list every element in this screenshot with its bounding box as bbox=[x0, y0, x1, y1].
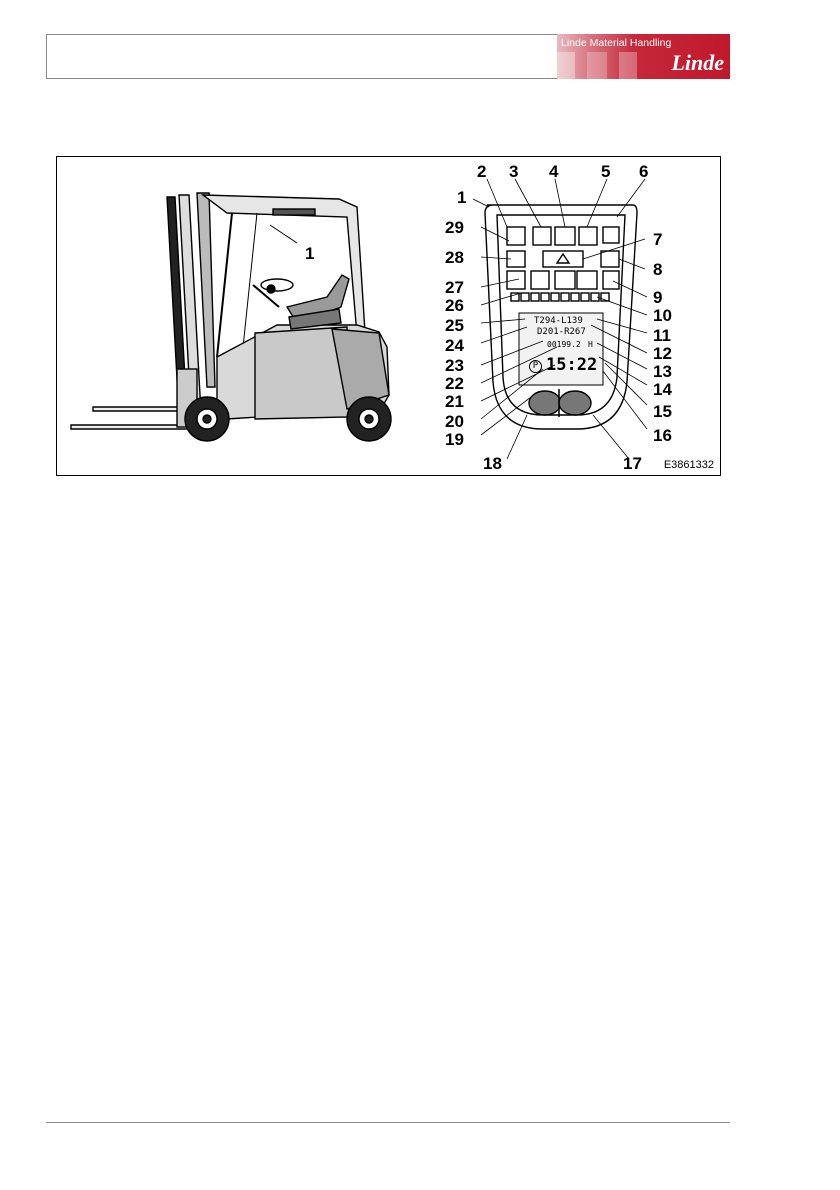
callout-17: 17 bbox=[623, 454, 642, 473]
callout-4: 4 bbox=[549, 162, 559, 181]
truck-callout-1: 1 bbox=[305, 244, 315, 263]
callout-2: 2 bbox=[477, 162, 487, 181]
callout-1: 1 bbox=[457, 188, 467, 207]
operating-hours-unit: H bbox=[588, 340, 593, 349]
callout-8: 8 bbox=[653, 260, 663, 279]
footer-rule bbox=[46, 1122, 730, 1123]
display-line-1: T294-L139 bbox=[534, 316, 583, 326]
brand-text: Linde Material Handling bbox=[561, 37, 672, 49]
callout-14: 14 bbox=[653, 380, 672, 399]
callout-7: 7 bbox=[653, 230, 663, 249]
callout-12: 12 bbox=[653, 344, 672, 363]
callout-9: 9 bbox=[653, 288, 663, 307]
callout-29: 29 bbox=[445, 218, 464, 237]
linde-logo: Linde bbox=[671, 50, 724, 75]
operating-devices-figure bbox=[56, 156, 721, 476]
callout-16: 16 bbox=[653, 426, 672, 445]
callout-6: 6 bbox=[639, 162, 649, 181]
callout-19: 19 bbox=[445, 430, 464, 449]
callout-22: 22 bbox=[445, 374, 464, 393]
callout-25: 25 bbox=[445, 316, 464, 335]
callout-13: 13 bbox=[653, 362, 672, 381]
display-clock: 15:22 bbox=[546, 355, 598, 375]
park-brake-icon: P bbox=[529, 360, 542, 373]
callout-28: 28 bbox=[445, 248, 464, 267]
display-line-2: D201-R267 bbox=[537, 327, 586, 337]
callout-18: 18 bbox=[483, 454, 502, 473]
callout-10: 10 bbox=[653, 306, 672, 325]
operating-hours: 00199.2 bbox=[547, 340, 581, 349]
linde-brand-banner bbox=[557, 34, 730, 79]
callout-23: 23 bbox=[445, 356, 464, 375]
figure-code: E3861332 bbox=[663, 459, 714, 471]
callout-21: 21 bbox=[445, 392, 464, 411]
forklift-and-display-drawing bbox=[57, 157, 722, 477]
callout-11: 11 bbox=[653, 326, 671, 345]
callout-27: 27 bbox=[445, 278, 464, 297]
callout-15: 15 bbox=[653, 402, 672, 421]
callout-24: 24 bbox=[445, 336, 464, 355]
callout-3: 3 bbox=[509, 162, 519, 181]
callout-5: 5 bbox=[601, 162, 611, 181]
callout-20: 20 bbox=[445, 412, 464, 431]
callout-26: 26 bbox=[445, 296, 464, 315]
